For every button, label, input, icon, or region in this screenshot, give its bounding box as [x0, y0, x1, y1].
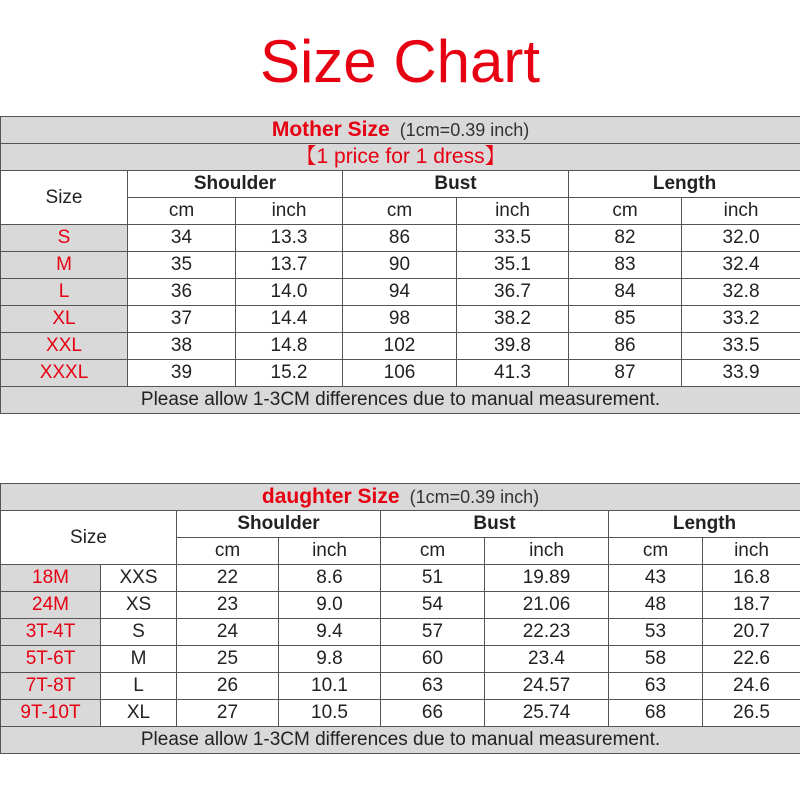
table-cell: 24: [177, 619, 279, 646]
table-cell: XXXL: [1, 360, 128, 387]
mother-price-row: [1, 144, 800, 171]
table-row: [1, 700, 800, 727]
table-cell: 10.5: [279, 700, 381, 727]
table-cell: 14.4: [236, 306, 343, 333]
table-cell: 13.7: [236, 252, 343, 279]
mother-shoulder-header: Shoulder: [128, 171, 343, 198]
mother-footer-note: Please allow 1-3CM differences due to manual measurement.: [1, 387, 800, 414]
table-cell: 5T-6T: [1, 646, 101, 673]
table-cell: 94: [343, 279, 457, 306]
table-cell: 33.5: [457, 225, 569, 252]
mother-size-table: [0, 116, 800, 414]
unit-header: cm: [343, 198, 457, 225]
daughter-footer-row: [1, 727, 800, 754]
table-row: [1, 619, 800, 646]
table-cell: 41.3: [457, 360, 569, 387]
table-cell: 57: [381, 619, 485, 646]
mother-footer-row: [1, 387, 800, 414]
daughter-size-table: [0, 483, 800, 754]
table-cell: 66: [381, 700, 485, 727]
table-cell: 24.6: [703, 673, 800, 700]
table-cell: 63: [381, 673, 485, 700]
table-cell: L: [101, 673, 177, 700]
table-row: [1, 279, 800, 306]
unit-header: cm: [569, 198, 682, 225]
mother-length-header: Length: [569, 171, 800, 198]
table-cell: L: [1, 279, 128, 306]
table-cell: 68: [609, 700, 703, 727]
mother-bust-header: Bust: [343, 171, 569, 198]
table-cell: 87: [569, 360, 682, 387]
table-cell: 83: [569, 252, 682, 279]
table-row: [1, 673, 800, 700]
table-cell: 98: [343, 306, 457, 333]
table-cell: 10.1: [279, 673, 381, 700]
daughter-table-header-row: [1, 484, 800, 511]
table-cell: 38: [128, 333, 236, 360]
table-cell: 33.5: [682, 333, 800, 360]
table-cell: 25.74: [485, 700, 609, 727]
unit-header: inch: [703, 538, 800, 565]
table-cell: 54: [381, 592, 485, 619]
unit-header: inch: [457, 198, 569, 225]
table-cell: 14.8: [236, 333, 343, 360]
table-cell: 19.89: [485, 565, 609, 592]
table-row: [1, 646, 800, 673]
table-cell: 21.06: [485, 592, 609, 619]
table-cell: 38.2: [457, 306, 569, 333]
table-cell: 84: [569, 279, 682, 306]
table-cell: XS: [101, 592, 177, 619]
table-cell: 43: [609, 565, 703, 592]
table-cell: 39: [128, 360, 236, 387]
table-cell: 26.5: [703, 700, 800, 727]
table-cell: 24M: [1, 592, 101, 619]
table-cell: XXL: [1, 333, 128, 360]
table-cell: 22.23: [485, 619, 609, 646]
unit-header: inch: [236, 198, 343, 225]
table-cell: 7T-8T: [1, 673, 101, 700]
table-cell: XL: [101, 700, 177, 727]
table-cell: 20.7: [703, 619, 800, 646]
table-cell: 34: [128, 225, 236, 252]
table-cell: 102: [343, 333, 457, 360]
table-cell: 33.9: [682, 360, 800, 387]
unit-header: cm: [381, 538, 485, 565]
daughter-bust-header: Bust: [381, 511, 609, 538]
table-cell: 106: [343, 360, 457, 387]
mother-size-label: Mother Size: [271, 118, 390, 141]
table-cell: 51: [381, 565, 485, 592]
daughter-footer-note: Please allow 1-3CM differences due to manual measurement.: [1, 727, 800, 754]
table-cell: 22.6: [703, 646, 800, 673]
table-cell: 86: [343, 225, 457, 252]
table-cell: 13.3: [236, 225, 343, 252]
table-row: [1, 592, 800, 619]
table-cell: 14.0: [236, 279, 343, 306]
mother-price-note: 【1 price for 1 dress】: [1, 144, 800, 171]
table-cell: 18M: [1, 565, 101, 592]
daughter-length-header: Length: [609, 511, 800, 538]
table-cell: 32.8: [682, 279, 800, 306]
table-cell: 86: [569, 333, 682, 360]
unit-header: inch: [682, 198, 800, 225]
unit-header: cm: [177, 538, 279, 565]
table-cell: 26: [177, 673, 279, 700]
table-cell: 63: [609, 673, 703, 700]
daughter-size-column-header: Size: [1, 511, 177, 565]
table-cell: 3T-4T: [1, 619, 101, 646]
table-cell: 60: [381, 646, 485, 673]
table-cell: 48: [609, 592, 703, 619]
table-cell: 90: [343, 252, 457, 279]
daughter-size-label: daughter Size: [261, 485, 400, 508]
table-cell: S: [101, 619, 177, 646]
table-cell: 15.2: [236, 360, 343, 387]
table-cell: 9.4: [279, 619, 381, 646]
table-cell: M: [1, 252, 128, 279]
table-cell: 9.8: [279, 646, 381, 673]
table-cell: 35.1: [457, 252, 569, 279]
table-cell: 37: [128, 306, 236, 333]
table-cell: 36: [128, 279, 236, 306]
mother-table-header-row: [1, 117, 800, 144]
table-cell: 22: [177, 565, 279, 592]
table-cell: 27: [177, 700, 279, 727]
table-row: [1, 333, 800, 360]
table-cell: 18.7: [703, 592, 800, 619]
table-cell: XL: [1, 306, 128, 333]
table-cell: 9.0: [279, 592, 381, 619]
unit-header: cm: [128, 198, 236, 225]
table-cell: 32.4: [682, 252, 800, 279]
table-cell: 36.7: [457, 279, 569, 306]
table-cell: 16.8: [703, 565, 800, 592]
unit-header: inch: [485, 538, 609, 565]
table-cell: XXS: [101, 565, 177, 592]
table-cell: 8.6: [279, 565, 381, 592]
table-cell: 25: [177, 646, 279, 673]
unit-header: inch: [279, 538, 381, 565]
mother-conversion-note: (1cm=0.39 inch): [399, 120, 530, 140]
table-cell: 85: [569, 306, 682, 333]
table-cell: 82: [569, 225, 682, 252]
table-row: [1, 360, 800, 387]
table-cell: 39.8: [457, 333, 569, 360]
table-row: [1, 565, 800, 592]
daughter-table-header: [1, 484, 800, 511]
table-cell: 23.4: [485, 646, 609, 673]
table-row: [1, 225, 800, 252]
table-cell: 23: [177, 592, 279, 619]
mother-size-column-header: Size: [1, 171, 128, 225]
mother-table-header: [1, 117, 800, 144]
table-cell: 32.0: [682, 225, 800, 252]
table-cell: 33.2: [682, 306, 800, 333]
table-cell: M: [101, 646, 177, 673]
table-row: [1, 252, 800, 279]
daughter-shoulder-header: Shoulder: [177, 511, 381, 538]
daughter-conversion-note: (1cm=0.39 inch): [409, 487, 540, 507]
daughter-group-header-row: [1, 511, 800, 538]
table-cell: 24.57: [485, 673, 609, 700]
table-cell: 35: [128, 252, 236, 279]
table-cell: 58: [609, 646, 703, 673]
mother-group-header-row: [1, 171, 800, 198]
table-row: [1, 306, 800, 333]
table-cell: 9T-10T: [1, 700, 101, 727]
page-title: Size Chart: [259, 28, 541, 95]
table-cell: 53: [609, 619, 703, 646]
table-cell: S: [1, 225, 128, 252]
unit-header: cm: [609, 538, 703, 565]
